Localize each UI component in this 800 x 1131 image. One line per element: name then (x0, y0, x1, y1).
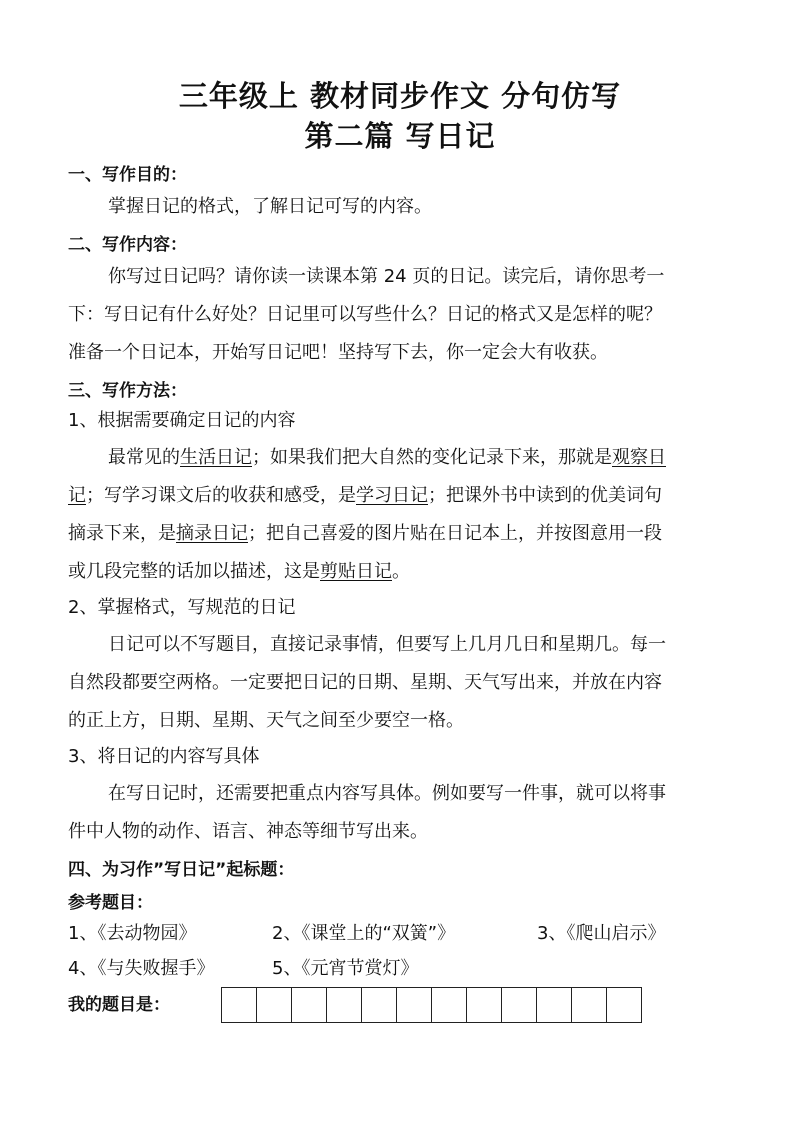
method-1-line-2 (68, 481, 662, 507)
writing-cell[interactable] (536, 987, 572, 1023)
method-2-line-3: 的正上方，日期、星期、天气之间至少要空一格。 (68, 710, 464, 731)
section-heading-title: 四、为习作”写日记”起标题： (68, 860, 295, 880)
topic-item-5: 5、《元宵节赏灯》 (272, 958, 419, 979)
topic-item-4: 4、《与失败握手》 (68, 958, 215, 979)
method-3-title: 3、将日记的内容写具体 (68, 746, 260, 767)
term-observation-diary-part2: 记 (68, 485, 86, 506)
term-excerpt-diary: 摘录日记 (176, 523, 248, 544)
writing-cell[interactable] (501, 987, 537, 1023)
section-heading-method: 三、写作方法： (68, 381, 187, 401)
writing-cell[interactable] (291, 987, 327, 1023)
content-line-2: 下：写日记有什么好处？日记里可以写些什么？日记的格式又是怎样的呢？ (68, 304, 662, 325)
text-run: 摘录下来，是 (68, 523, 176, 544)
method-3-line-2: 件中人物的动作、语言、神态等细节写出来。 (68, 821, 428, 842)
writing-cell[interactable] (431, 987, 467, 1023)
writing-cell[interactable] (396, 987, 432, 1023)
topic-item-3: 3、《爬山启示》 (537, 923, 666, 944)
writing-cell[interactable] (361, 987, 397, 1023)
writing-cell[interactable] (256, 987, 292, 1023)
text-run: 。 (392, 561, 410, 582)
method-1-line-1 (108, 443, 666, 469)
method-2-line-2: 自然段都要空两格。一定要把日记的日期、星期、天气写出来，并放在内容 (68, 672, 662, 693)
document-subtitle: 第二篇 写日记 (304, 119, 496, 153)
writing-cell[interactable] (221, 987, 257, 1023)
text-run: ；写学习课文后的收获和感受，是 (86, 485, 356, 506)
text-run: 或几段完整的话加以描述，这是 (68, 561, 320, 582)
term-life-diary: 生活日记 (180, 447, 252, 468)
method-3-line-1: 在写日记时，还需要把重点内容写具体。例如要写一件事，就可以将事 (108, 783, 666, 804)
writing-cell[interactable] (606, 987, 642, 1023)
method-2-line-1: 日记可以不写题目，直接记录事情，但要写上几月几日和星期几。每一 (108, 634, 666, 655)
text-run: ；如果我们把大自然的变化记录下来，那就是 (252, 447, 612, 468)
content-line-1: 你写过日记吗？请你读一读课本第 24 页的日记。读完后，请你思考一 (108, 266, 665, 287)
term-observation-diary-part1: 观察日 (612, 447, 666, 468)
method-1-line-4 (68, 557, 410, 583)
content-line-3: 准备一个日记本，开始写日记吧！坚持写下去，你一定会大有收获。 (68, 342, 608, 363)
text-run: ；把自己喜爱的图片贴在日记本上，并按图意用一段 (248, 523, 662, 544)
text-run: 最常见的 (108, 447, 180, 468)
method-2-title: 2、掌握格式，写规范的日记 (68, 597, 296, 618)
method-1-title: 1、根据需要确定日记的内容 (68, 410, 296, 431)
document-title: 三年级上 教材同步作文 分句仿写 (178, 79, 622, 113)
term-scrapbook-diary: 剪贴日记 (320, 561, 392, 582)
topic-item-2: 2、《课堂上的“双簧”》 (272, 923, 456, 944)
section-heading-content: 二、写作内容： (68, 235, 187, 255)
section-heading-purpose: 一、写作目的： (68, 165, 187, 185)
writing-cell[interactable] (466, 987, 502, 1023)
purpose-text: 掌握日记的格式，了解日记可写的内容。 (108, 196, 432, 217)
writing-cell[interactable] (326, 987, 362, 1023)
topic-item-1: 1、《去动物园》 (68, 923, 197, 944)
term-study-diary: 学习日记 (356, 485, 428, 506)
method-1-line-3 (68, 519, 662, 545)
text-run: ；把课外书中读到的优美词句 (428, 485, 662, 506)
writing-cell[interactable] (571, 987, 607, 1023)
reference-topics-heading: 参考题目： (68, 893, 153, 913)
my-title-label: 我的题目是： (68, 995, 170, 1015)
title-writing-grid (221, 987, 642, 1023)
